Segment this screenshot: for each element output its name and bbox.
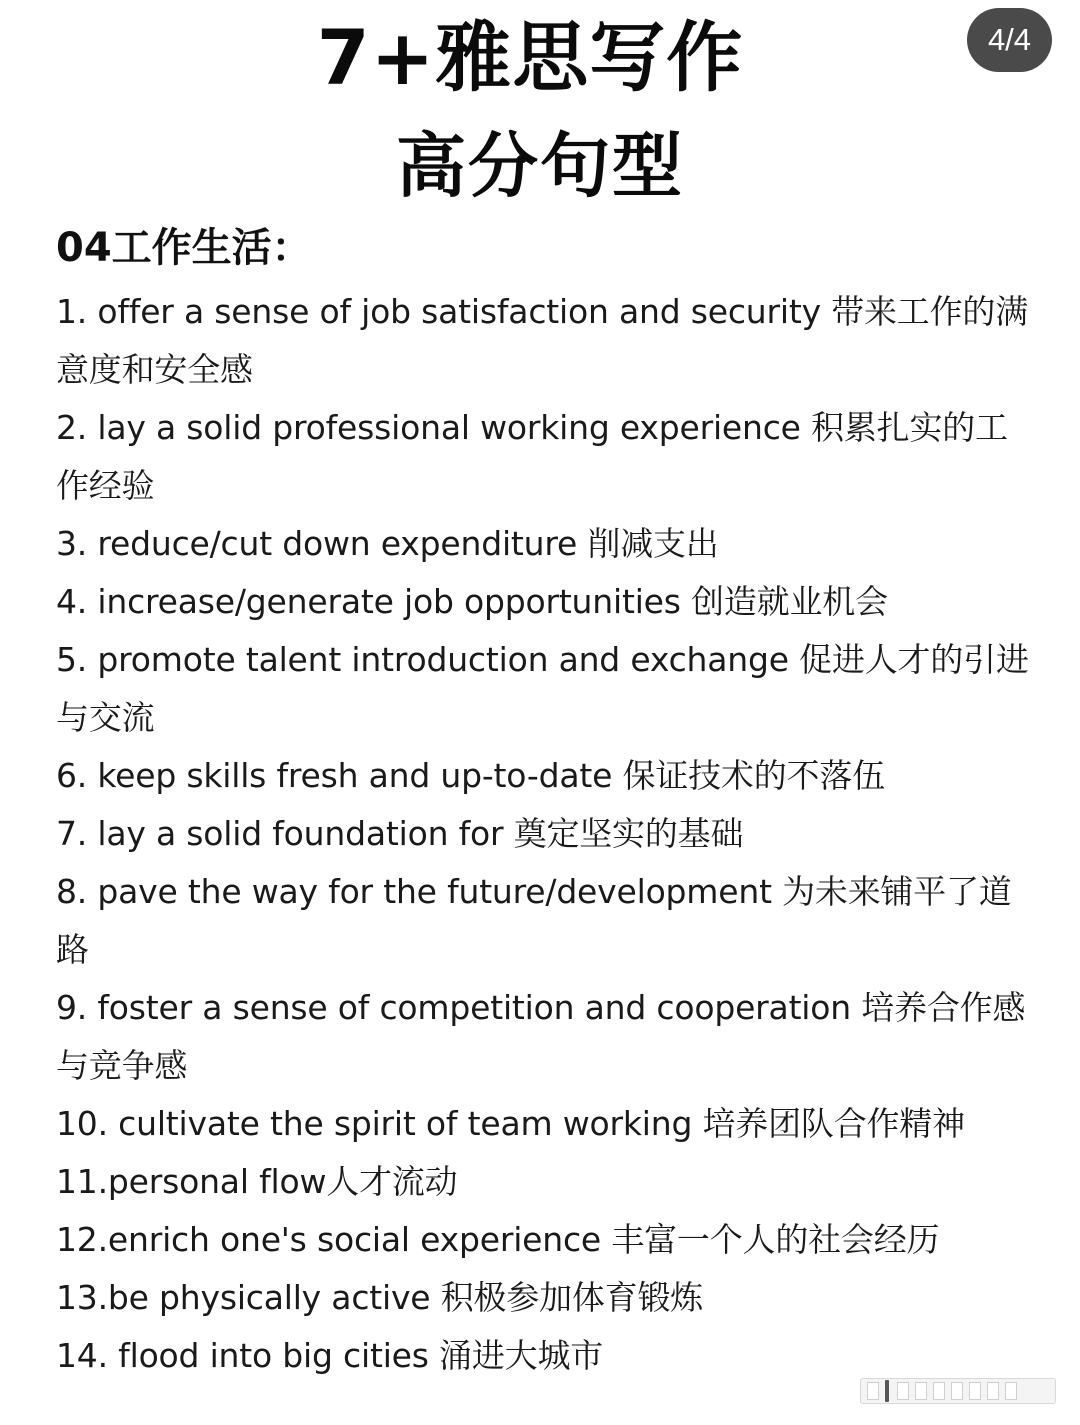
item-english: keep skills fresh and up-to-date xyxy=(87,756,623,795)
item-english: promote talent introduction and exchange xyxy=(87,640,800,679)
item-chinese: 保证技术的不落伍 xyxy=(622,756,885,795)
page-subtitle: 高分句型 xyxy=(396,125,684,207)
indicator-segment xyxy=(987,1382,999,1400)
item-chinese: 为未来铺平了道路 xyxy=(56,872,1012,969)
item-number: 2. xyxy=(56,408,88,447)
page-counter-badge: 4/4 xyxy=(967,8,1052,72)
item-number: 4. xyxy=(56,582,88,621)
item-english: increase/generate job opportunities xyxy=(87,582,692,621)
section-heading: 04工作生活： xyxy=(56,225,312,271)
list-item xyxy=(56,1095,1031,1153)
list-item xyxy=(56,283,1031,399)
indicator-segment xyxy=(1005,1382,1017,1400)
list-item xyxy=(56,1269,1031,1327)
list-item xyxy=(56,1153,1031,1211)
page-title: 7+雅思写作 xyxy=(316,13,744,102)
item-english: reduce/cut down expenditure xyxy=(87,524,588,563)
indicator-handle[interactable] xyxy=(885,1380,889,1402)
indicator-segment xyxy=(897,1382,909,1400)
item-chinese: 创造就业机会 xyxy=(691,582,888,621)
item-chinese: 培养合作感与竞争感 xyxy=(56,988,1026,1085)
item-number: 11. xyxy=(56,1162,108,1201)
indicator-segment xyxy=(867,1382,879,1400)
item-chinese: 积累扎实的工作经验 xyxy=(56,408,1008,505)
list-item xyxy=(56,573,1031,631)
item-english: lay a solid foundation for xyxy=(87,814,514,853)
item-number: 8. xyxy=(56,872,88,911)
item-chinese: 积极参加体育锻炼 xyxy=(440,1278,704,1317)
item-number: 7. xyxy=(56,814,88,853)
item-chinese: 带来工作的满意度和安全感 xyxy=(56,292,1029,389)
item-number: 13. xyxy=(56,1278,108,1317)
item-number: 14. xyxy=(56,1336,108,1375)
item-number: 1. xyxy=(56,292,88,331)
item-english: flood into big cities xyxy=(107,1336,440,1375)
item-english: enrich one's social experience xyxy=(107,1220,612,1259)
item-english: be physically active xyxy=(107,1278,441,1317)
item-chinese: 削减支出 xyxy=(587,524,719,563)
list-item xyxy=(56,515,1031,573)
indicator-segment xyxy=(933,1382,945,1400)
list-item xyxy=(56,1327,1031,1385)
list-item xyxy=(56,747,1031,805)
indicator-segment xyxy=(969,1382,981,1400)
item-english: offer a sense of job satisfaction and security xyxy=(87,292,832,331)
indicator-segment xyxy=(951,1382,963,1400)
list-item xyxy=(56,979,1031,1095)
item-chinese: 促进人才的引进与交流 xyxy=(56,640,1029,737)
item-chinese: 培养团队合作精神 xyxy=(702,1104,965,1143)
item-chinese: 丰富一个人的社会经历 xyxy=(611,1220,940,1259)
item-number: 6. xyxy=(56,756,88,795)
list-item xyxy=(56,805,1031,863)
item-chinese: 人才流动 xyxy=(326,1162,458,1201)
list-item xyxy=(56,863,1031,979)
item-english: cultivate the spirit of team working xyxy=(107,1104,703,1143)
item-number: 12. xyxy=(56,1220,108,1259)
item-chinese: 奠定坚实的基础 xyxy=(513,814,744,853)
item-number: 10. xyxy=(56,1104,108,1143)
indicator-segment xyxy=(915,1382,927,1400)
item-number: 3. xyxy=(56,524,88,563)
item-chinese: 涌进大城市 xyxy=(439,1336,604,1375)
item-number: 5. xyxy=(56,640,88,679)
list-item xyxy=(56,631,1031,747)
item-english: personal flow xyxy=(107,1162,327,1201)
scroll-indicator-icon[interactable] xyxy=(860,1378,1056,1404)
list-item xyxy=(56,399,1031,515)
phrase-list xyxy=(56,283,1031,1385)
list-item xyxy=(56,1211,1031,1269)
item-english: lay a solid professional working experience xyxy=(87,408,812,447)
item-number: 9. xyxy=(56,988,88,1027)
item-english: foster a sense of competition and cooperation xyxy=(87,988,862,1027)
item-english: pave the way for the future/development xyxy=(87,872,783,911)
